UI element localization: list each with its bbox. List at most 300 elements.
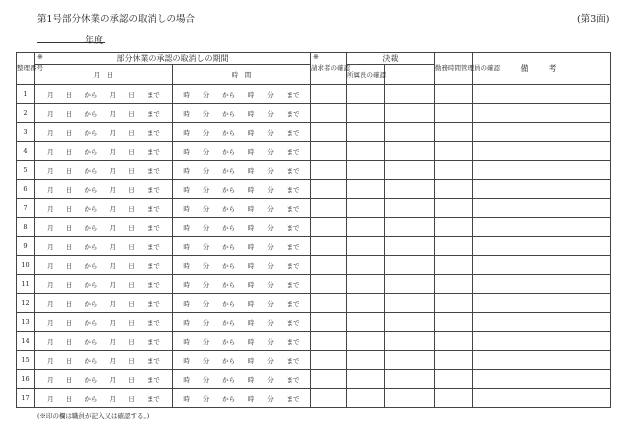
date-part-label: から [84, 318, 98, 327]
date-part-label: 月 [109, 90, 117, 99]
table-row [17, 237, 611, 256]
dept-head-confirm-cell[interactable] [347, 332, 385, 351]
form-title: 第1号部分休業の承認の取消しの場合 [37, 14, 196, 25]
requester-confirm-cell[interactable] [311, 85, 347, 104]
time-part-label: 時 [247, 147, 255, 156]
decision-blank-cell[interactable] [385, 161, 435, 180]
date-range-cell[interactable] [35, 218, 173, 237]
time-part-label: 分 [202, 242, 210, 251]
row-number: 3 [17, 123, 35, 142]
remarks-cell[interactable] [473, 218, 611, 237]
date-part-label: まで [146, 185, 160, 194]
dept-head-confirm-cell[interactable] [347, 275, 385, 294]
time-part-label: 時 [247, 204, 255, 213]
time-part-label: まで [286, 394, 300, 403]
row-number: 13 [17, 313, 35, 332]
time-part-label: 分 [202, 223, 210, 232]
date-part-label: 日 [65, 166, 73, 175]
date-part-label: から [84, 337, 98, 346]
remarks-cell[interactable] [473, 389, 611, 408]
requester-confirm-cell[interactable] [311, 275, 347, 294]
decision-blank-cell[interactable] [385, 332, 435, 351]
dept-head-confirm-cell[interactable] [347, 123, 385, 142]
time-part-label: 分 [267, 280, 274, 289]
remarks-cell[interactable] [473, 332, 611, 351]
dept-head-confirm-cell[interactable] [347, 180, 385, 199]
time-manager-confirm-cell[interactable] [435, 237, 473, 256]
date-part-label: まで [146, 375, 160, 384]
date-range-cell[interactable] [35, 351, 173, 370]
remarks-cell[interactable] [473, 294, 611, 313]
table-row [17, 294, 611, 313]
time-manager-confirm-cell[interactable] [435, 218, 473, 237]
date-part-label: 月 [47, 318, 54, 327]
date-part-label: まで [146, 394, 160, 403]
date-part-label: 月 [47, 242, 54, 251]
time-part-label: 時 [247, 280, 255, 289]
table-row [17, 161, 611, 180]
time-manager-confirm-cell[interactable] [435, 123, 473, 142]
time-part-label: から [222, 223, 236, 232]
remarks-cell[interactable] [473, 161, 611, 180]
date-part-label: から [84, 280, 98, 289]
date-part-label: 月 [47, 356, 54, 365]
row-number: 16 [17, 370, 35, 389]
date-part-label: 月 [47, 394, 54, 403]
time-part-label: から [222, 299, 236, 308]
date-part-label: 月 [47, 147, 54, 156]
time-manager-confirm-cell[interactable] [435, 275, 473, 294]
time-manager-confirm-cell[interactable] [435, 351, 473, 370]
table-row [17, 256, 611, 275]
decision-blank-cell[interactable] [385, 389, 435, 408]
requester-confirm-cell[interactable] [311, 256, 347, 275]
decision-blank-cell[interactable] [385, 142, 435, 161]
time-part-label: 分 [267, 128, 274, 137]
date-part-label: から [84, 90, 98, 99]
time-manager-confirm-cell[interactable] [435, 370, 473, 389]
dept-head-confirm-cell[interactable] [347, 294, 385, 313]
time-manager-confirm-cell[interactable] [435, 313, 473, 332]
time-part-label: 分 [267, 337, 274, 346]
time-range-cell[interactable] [173, 85, 311, 104]
decision-blank-cell[interactable] [385, 218, 435, 237]
remarks-cell[interactable] [473, 142, 611, 161]
date-part-label: 月 [109, 299, 117, 308]
date-part-label: 日 [65, 147, 73, 156]
date-range-cell[interactable] [35, 161, 173, 180]
time-range-cell[interactable] [173, 256, 311, 275]
year-label: 年度 [85, 36, 104, 46]
date-part-label: 月 [47, 185, 54, 194]
star-mark: ※ [313, 53, 319, 61]
time-range-cell[interactable] [173, 370, 311, 389]
requester-confirm-cell[interactable] [311, 313, 347, 332]
remarks-cell[interactable] [473, 123, 611, 142]
star-mark: ※ [37, 53, 43, 61]
time-range-cell[interactable] [173, 237, 311, 256]
time-part-label: 時 [183, 90, 190, 99]
dept-head-confirm-cell[interactable] [347, 351, 385, 370]
dept-head-confirm-cell[interactable] [347, 85, 385, 104]
requester-confirm-cell[interactable] [311, 332, 347, 351]
time-manager-confirm-header: 勤務時間管理員の確認 [435, 53, 473, 85]
dept-head-confirm-cell[interactable] [347, 161, 385, 180]
time-range-cell[interactable] [173, 180, 311, 199]
date-part-label: 日 [65, 90, 73, 99]
time-part-label: 時 [183, 261, 190, 270]
time-part-label: 時 [247, 223, 255, 232]
time-part-label: 分 [267, 242, 274, 251]
date-part-label: 日 [128, 337, 135, 346]
page-number: (第3面) [577, 14, 610, 25]
date-part-label: 月 [109, 242, 117, 251]
dept-head-confirm-cell[interactable] [347, 142, 385, 161]
date-range-cell[interactable] [35, 256, 173, 275]
row-number: 14 [17, 332, 35, 351]
decision-blank-cell[interactable] [385, 256, 435, 275]
table-row [17, 313, 611, 332]
decision-blank-cell[interactable] [385, 180, 435, 199]
time-part-label: 分 [202, 394, 210, 403]
table-row [17, 218, 611, 237]
time-part-label: 時 [247, 128, 255, 137]
time-part-label: 時 [183, 299, 190, 308]
time-part-label: 分 [202, 280, 210, 289]
time-part-label: から [222, 318, 236, 327]
dept-head-confirm-cell[interactable] [347, 370, 385, 389]
date-part-label: まで [146, 242, 160, 251]
date-range-cell[interactable] [35, 294, 173, 313]
date-part-label: 日 [65, 204, 73, 213]
date-part-label: 月 [47, 223, 54, 232]
date-range-cell[interactable] [35, 142, 173, 161]
time-part-label: 時 [247, 185, 255, 194]
requester-confirm-cell[interactable] [311, 351, 347, 370]
decision-blank-cell[interactable] [385, 123, 435, 142]
date-part-label: から [84, 299, 98, 308]
date-part-label: 月 [109, 204, 117, 213]
date-part-label: 日 [65, 223, 73, 232]
time-part-label: 分 [267, 356, 274, 365]
requester-confirm-cell[interactable] [311, 161, 347, 180]
date-part-label: から [84, 356, 98, 365]
date-part-label: 月 [47, 204, 54, 213]
time-part-label: 分 [202, 109, 210, 118]
date-range-cell[interactable] [35, 389, 173, 408]
date-range-cell[interactable] [35, 199, 173, 218]
date-part-label: 日 [128, 128, 135, 137]
time-part-label: 時 [183, 318, 190, 327]
time-part-label: から [222, 375, 236, 384]
time-part-label: 時 [247, 242, 255, 251]
remarks-cell[interactable] [473, 85, 611, 104]
date-range-cell[interactable] [35, 237, 173, 256]
decision-blank-cell[interactable] [385, 199, 435, 218]
date-part-label: から [84, 204, 98, 213]
row-number: 5 [17, 161, 35, 180]
time-part-label: 時 [183, 109, 190, 118]
time-part-label: まで [286, 337, 300, 346]
date-part-label: 日 [65, 299, 73, 308]
date-range-cell[interactable] [35, 123, 173, 142]
time-manager-confirm-cell[interactable] [435, 256, 473, 275]
date-part-label: 月 [109, 109, 117, 118]
date-part-label: 日 [65, 128, 73, 137]
date-part-label: から [84, 223, 98, 232]
table-row [17, 85, 611, 104]
requester-confirm-cell[interactable] [311, 123, 347, 142]
requester-confirm-cell[interactable] [311, 294, 347, 313]
row-number: 12 [17, 294, 35, 313]
decision-blank-cell[interactable] [385, 275, 435, 294]
table-row [17, 351, 611, 370]
date-part-label: 日 [65, 261, 73, 270]
requester-confirm-cell[interactable] [311, 199, 347, 218]
time-range-cell[interactable] [173, 161, 311, 180]
requester-confirm-cell[interactable] [311, 237, 347, 256]
time-part-label: まで [286, 223, 300, 232]
date-part-label: まで [146, 109, 160, 118]
date-part-label: 日 [128, 223, 135, 232]
time-part-label: から [222, 147, 236, 156]
remarks-header: 備 考 [473, 53, 611, 85]
time-manager-confirm-cell[interactable] [435, 294, 473, 313]
time-part-label: 時 [183, 185, 190, 194]
date-part-label: 月 [109, 223, 117, 232]
time-part-label: 時 [247, 337, 255, 346]
date-part-label: 月 [47, 280, 54, 289]
time-part-label: 時 [183, 394, 190, 403]
date-part-label: 日 [128, 166, 135, 175]
col-number-header: 整理番号 [17, 53, 35, 85]
dept-head-confirm-cell[interactable] [347, 389, 385, 408]
date-part-label: から [84, 242, 98, 251]
time-range-cell[interactable] [173, 218, 311, 237]
decision-blank-cell[interactable] [385, 294, 435, 313]
remarks-cell[interactable] [473, 199, 611, 218]
decision-blank-cell[interactable] [385, 85, 435, 104]
requester-confirm-cell[interactable] [311, 389, 347, 408]
time-part-label: 分 [202, 356, 210, 365]
date-part-label: 日 [128, 90, 135, 99]
time-part-label: まで [286, 261, 300, 270]
time-part-label: 時 [247, 394, 255, 403]
date-part-label: 日 [128, 204, 135, 213]
date-range-cell[interactable] [35, 275, 173, 294]
remarks-cell[interactable] [473, 275, 611, 294]
time-part-label: 分 [267, 166, 274, 175]
time-range-cell[interactable] [173, 294, 311, 313]
decision-blank-cell[interactable] [385, 237, 435, 256]
time-part-label: 分 [202, 147, 210, 156]
time-part-label: 分 [267, 261, 274, 270]
time-part-label: 時 [183, 166, 190, 175]
time-manager-confirm-cell[interactable] [435, 104, 473, 123]
row-number: 11 [17, 275, 35, 294]
time-part-label: 分 [267, 204, 274, 213]
time-part-label: から [222, 356, 236, 365]
row-number: 2 [17, 104, 35, 123]
requester-confirm-cell[interactable] [311, 142, 347, 161]
dept-head-confirm-cell[interactable] [347, 237, 385, 256]
remarks-cell[interactable] [473, 313, 611, 332]
requester-confirm-cell[interactable] [311, 180, 347, 199]
date-part-label: 日 [65, 242, 73, 251]
dept-head-confirm-header: 所属長の確認 [347, 65, 385, 85]
requester-confirm-cell[interactable] [311, 218, 347, 237]
date-part-label: まで [146, 356, 160, 365]
date-range-cell[interactable] [35, 332, 173, 351]
date-part-label: 月 [109, 394, 117, 403]
row-number: 17 [17, 389, 35, 408]
date-range-cell[interactable] [35, 180, 173, 199]
time-manager-confirm-cell[interactable] [435, 199, 473, 218]
time-manager-confirm-cell[interactable] [435, 85, 473, 104]
time-part-label: 時 [183, 242, 190, 251]
time-range-cell[interactable] [173, 104, 311, 123]
time-part-label: 時 [183, 223, 190, 232]
time-part-label: まで [286, 147, 300, 156]
date-part-label: から [84, 147, 98, 156]
date-part-label: まで [146, 337, 160, 346]
date-part-label: 月 [47, 299, 54, 308]
time-range-cell[interactable] [173, 142, 311, 161]
date-part-label: 日 [128, 109, 135, 118]
time-range-cell[interactable] [173, 275, 311, 294]
time-part-label: まで [286, 128, 300, 137]
dept-head-confirm-cell[interactable] [347, 199, 385, 218]
dept-head-confirm-cell[interactable] [347, 256, 385, 275]
time-part-label: 時 [183, 356, 190, 365]
time-part-label: 分 [267, 109, 274, 118]
time-part-label: 分 [202, 375, 210, 384]
time-part-label: まで [286, 166, 300, 175]
date-part-label: まで [146, 299, 160, 308]
decision-blank-cell[interactable] [385, 351, 435, 370]
date-range-cell[interactable] [35, 104, 173, 123]
date-part-label: 日 [65, 318, 73, 327]
time-part-label: 分 [267, 299, 274, 308]
time-manager-confirm-cell[interactable] [435, 161, 473, 180]
decision-blank-cell[interactable] [385, 313, 435, 332]
remarks-cell[interactable] [473, 256, 611, 275]
time-part-label: から [222, 337, 236, 346]
remarks-cell[interactable] [473, 370, 611, 389]
time-part-label: 時 [247, 166, 255, 175]
table-row [17, 199, 611, 218]
date-part-label: まで [146, 90, 160, 99]
time-part-label: 分 [267, 90, 274, 99]
time-part-label: まで [286, 90, 300, 99]
time-part-label: 分 [267, 375, 274, 384]
date-part-label: 月 [109, 185, 117, 194]
date-part-label: まで [146, 128, 160, 137]
date-part-label: 月 [47, 261, 54, 270]
date-part-label: から [84, 394, 98, 403]
time-part-label: 時 [183, 375, 190, 384]
time-part-label: まで [286, 318, 300, 327]
date-part-label: 日 [128, 185, 135, 194]
decision-blank-header [385, 65, 435, 85]
date-part-label: 月 [109, 147, 117, 156]
time-manager-confirm-cell[interactable] [435, 180, 473, 199]
date-part-label: 日 [65, 185, 73, 194]
date-range-cell[interactable] [35, 313, 173, 332]
time-part-label: 時 [183, 147, 190, 156]
remarks-cell[interactable] [473, 104, 611, 123]
requester-confirm-cell[interactable] [311, 104, 347, 123]
cancel-period-header: ※ 部分休業の承認の取消しの期間 [35, 53, 311, 65]
remarks-cell[interactable] [473, 237, 611, 256]
time-range-cell[interactable] [173, 313, 311, 332]
time-manager-confirm-cell[interactable] [435, 142, 473, 161]
date-part-label: 月 [109, 261, 117, 270]
time-manager-confirm-cell[interactable] [435, 389, 473, 408]
decision-blank-cell[interactable] [385, 104, 435, 123]
date-part-label: 月 [109, 318, 117, 327]
table-row [17, 123, 611, 142]
decision-blank-cell[interactable] [385, 370, 435, 389]
date-part-label: まで [146, 261, 160, 270]
dept-head-confirm-cell[interactable] [347, 104, 385, 123]
date-part-label: 日 [128, 299, 135, 308]
time-range-cell[interactable] [173, 351, 311, 370]
time-part-label: から [222, 166, 236, 175]
cancellation-form-table [16, 52, 611, 408]
time-manager-confirm-cell[interactable] [435, 332, 473, 351]
date-part-label: 日 [128, 356, 135, 365]
time-part-label: 時 [247, 299, 255, 308]
date-part-label: 日 [128, 375, 135, 384]
time-part-label: 分 [202, 90, 210, 99]
requester-confirm-cell[interactable] [311, 370, 347, 389]
date-part-label: 日 [65, 356, 73, 365]
remarks-cell[interactable] [473, 351, 611, 370]
time-part-label: 分 [202, 318, 210, 327]
table-row [17, 389, 611, 408]
time-range-cell[interactable] [173, 123, 311, 142]
time-part-label: 分 [267, 223, 274, 232]
time-part-label: 分 [202, 128, 210, 137]
time-range-cell[interactable] [173, 389, 311, 408]
time-part-label: 時 [247, 109, 255, 118]
time-part-label: 時 [247, 375, 255, 384]
table-row [17, 180, 611, 199]
date-part-label: 月 [109, 375, 117, 384]
dept-head-confirm-cell[interactable] [347, 313, 385, 332]
row-number: 8 [17, 218, 35, 237]
table-row [17, 370, 611, 389]
date-part-label: 月 [109, 356, 117, 365]
row-number: 9 [17, 237, 35, 256]
dept-head-confirm-cell[interactable] [347, 218, 385, 237]
date-part-label: 日 [128, 147, 135, 156]
time-part-label: 分 [202, 337, 210, 346]
date-part-label: 日 [65, 337, 73, 346]
time-part-label: 分 [202, 261, 210, 270]
table-row [17, 142, 611, 161]
date-range-cell[interactable] [35, 370, 173, 389]
date-part-label: まで [146, 318, 160, 327]
time-range-cell[interactable] [173, 199, 311, 218]
date-part-label: から [84, 261, 98, 270]
time-range-cell[interactable] [173, 332, 311, 351]
remarks-cell[interactable] [473, 180, 611, 199]
date-part-label: 月 [109, 128, 117, 137]
time-part-label: から [222, 109, 236, 118]
date-range-cell[interactable] [35, 85, 173, 104]
